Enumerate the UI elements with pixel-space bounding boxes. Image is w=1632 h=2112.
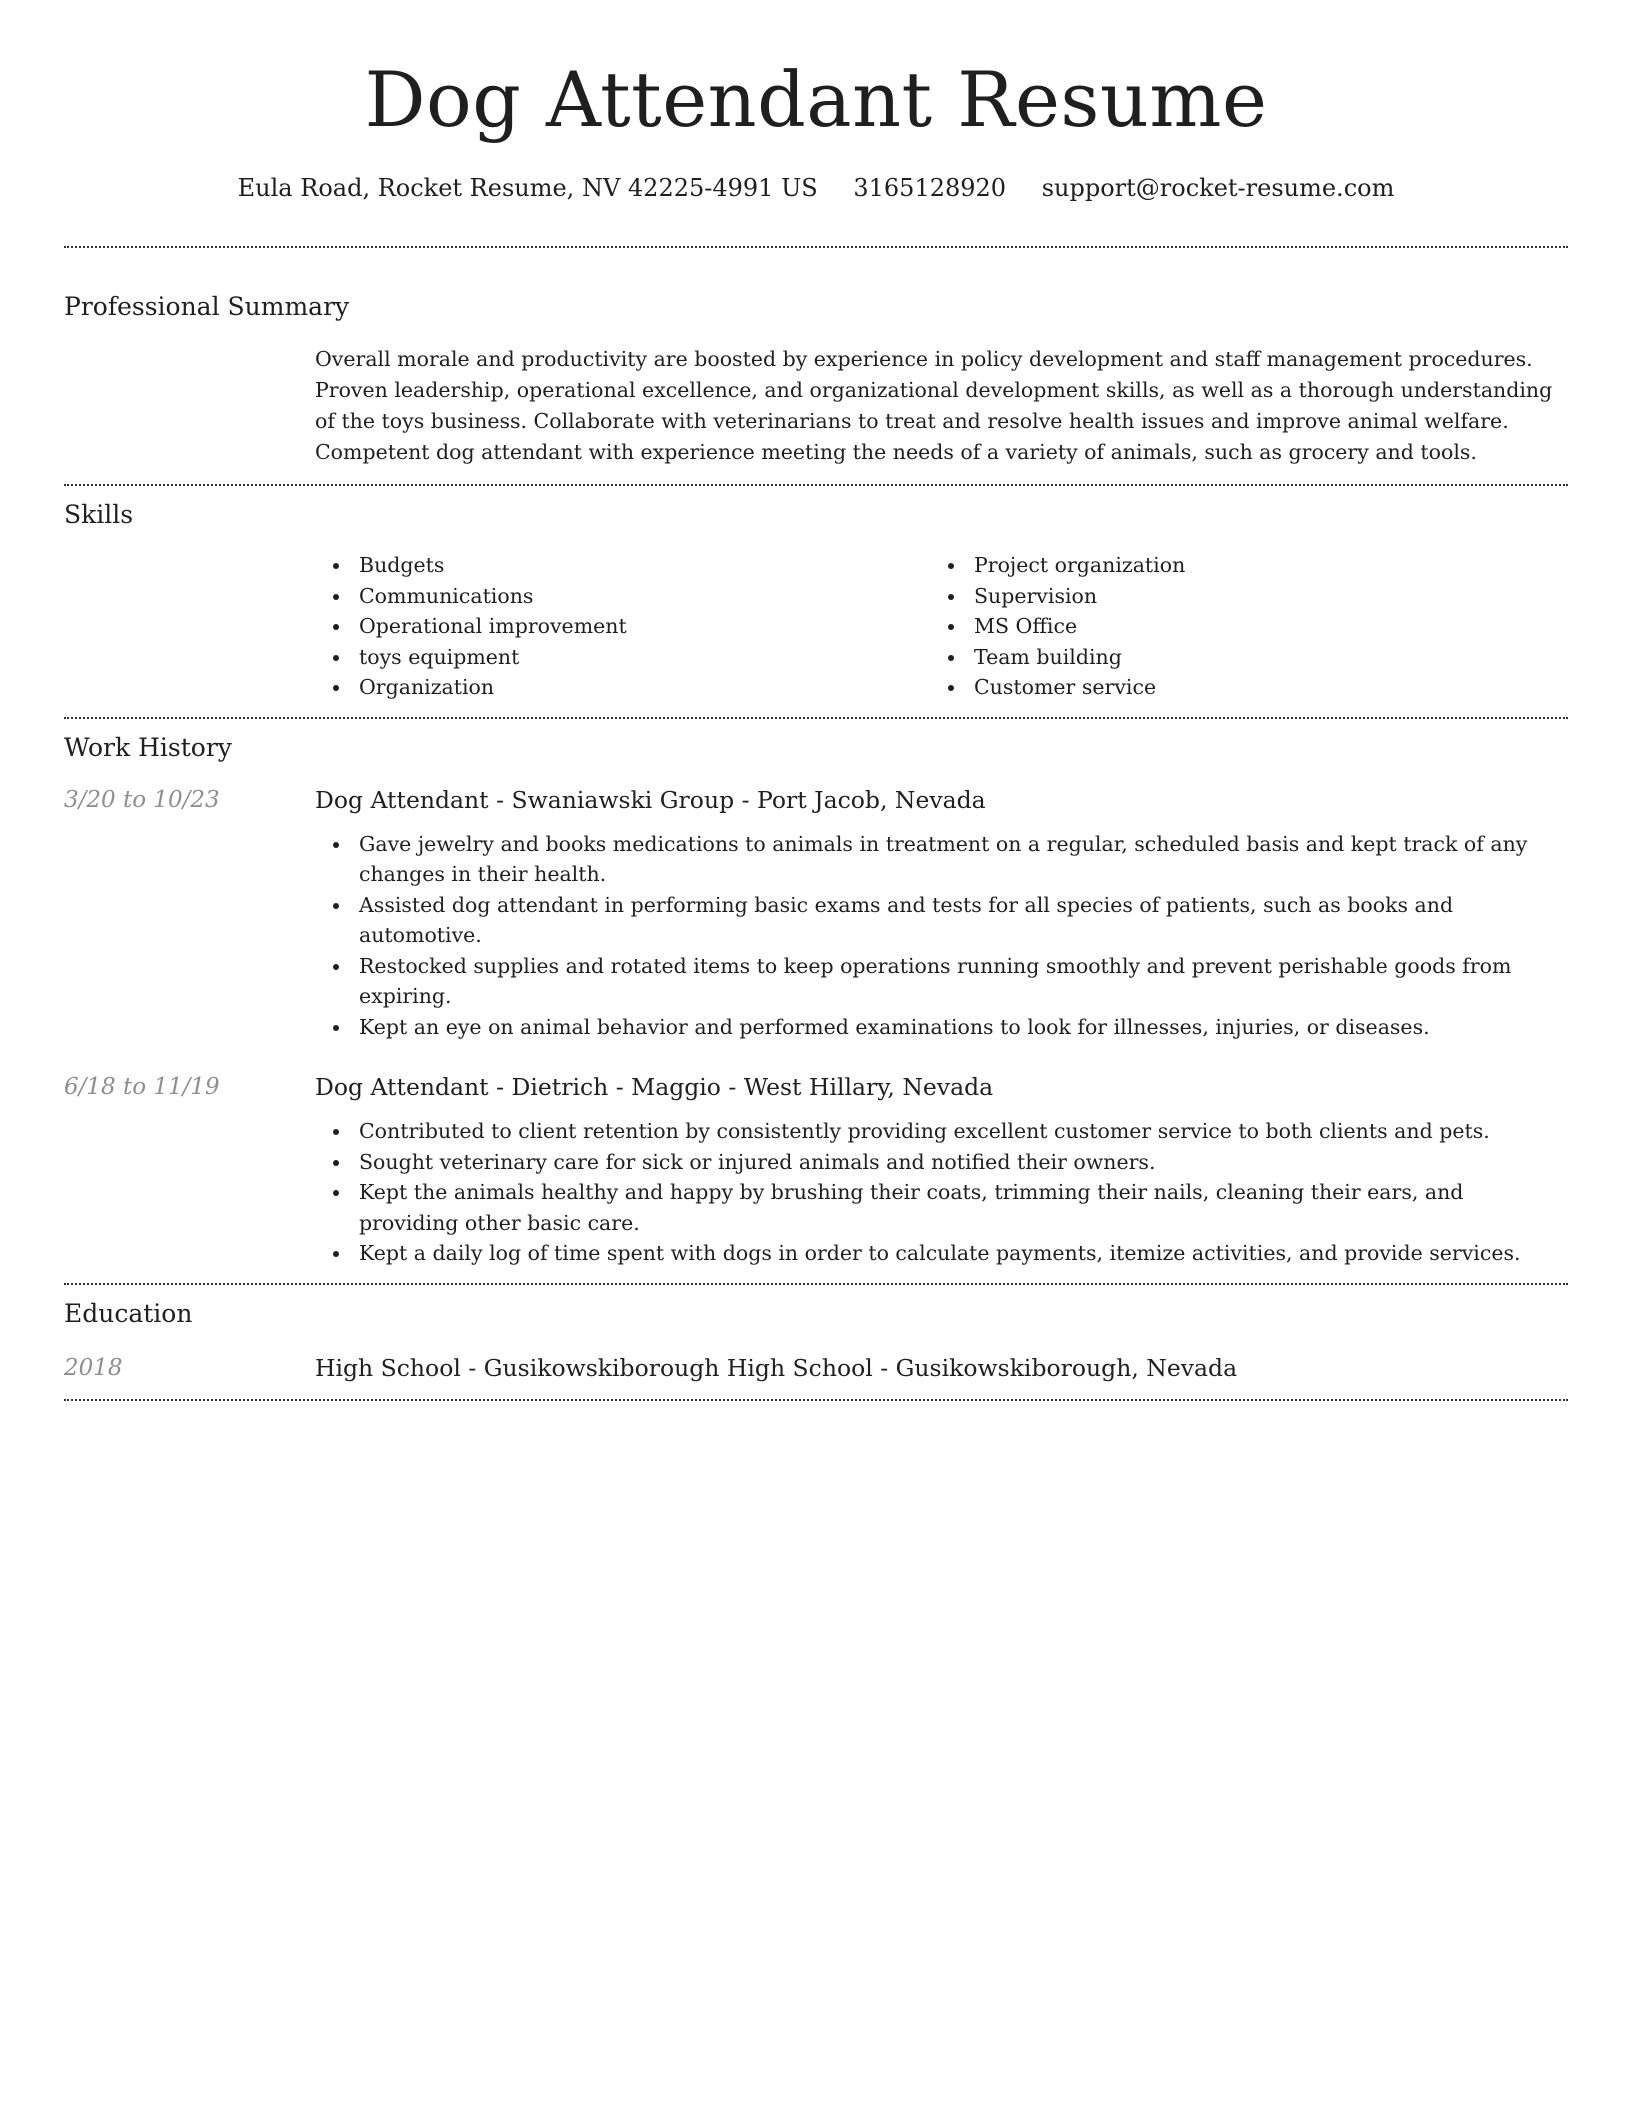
work-history-section [64, 731, 1568, 1283]
skill-item: MS Office [930, 611, 1545, 642]
contact-info [64, 170, 1568, 206]
section-title-work: Work History [64, 732, 232, 762]
job-heading: Dog Attendant - Dietrich - Maggio - West Hillary, Nevada [315, 1073, 994, 1101]
job-bullet: Kept a daily log of time spent with dogs in order to calculate payments, itemize activities, and provide services. [315, 1238, 1568, 1269]
skill-item: Customer service [930, 672, 1545, 703]
section-divider [64, 717, 1568, 719]
job-bullet: Kept an eye on animal behavior and performed examinations to look for illnesses, injuries, or diseases. [315, 1012, 1568, 1043]
skill-item: Communications [315, 581, 930, 612]
professional-summary-section [64, 290, 1568, 484]
job-heading: Dog Attendant - Swaniawski Group - Port Jacob, Nevada [315, 785, 986, 814]
skill-item: toys equipment [315, 642, 930, 673]
skills-column-left [315, 550, 930, 703]
resume-title: Dog Attendant Resume [364, 55, 1268, 144]
summary-text: Overall morale and productivity are boosted by experience in policy development and staff management procedures. Proven leadership, operational excellence, and organizational development skills, as well as a thorough understanding of the toys business. Collaborate with veterinarians to treat and resolve health issues and improve animal welfare. Competent dog attendant with experience meeting the needs of a variety of animals, such as grocery and tools. [315, 347, 1553, 464]
contact-phone: 3165128920 [853, 174, 1007, 202]
education-section [64, 1297, 1568, 1399]
section-divider [64, 1283, 1568, 1285]
section-title-skills: Skills [64, 500, 134, 529]
job-entry [64, 783, 1568, 1043]
job-date: 3/20 to 10/23 [64, 786, 220, 813]
job-bullet: Contributed to client retention by consistently providing excellent customer service to both clients and pets. [315, 1116, 1568, 1147]
education-entry [64, 1351, 1568, 1399]
job-bullet: Sought veterinary care for sick or injured animals and notified their owners. [315, 1147, 1568, 1178]
skills-column-right [930, 550, 1545, 703]
skill-item: Operational improvement [315, 611, 930, 642]
skill-item: Budgets [315, 550, 930, 581]
contact-address: Eula Road, Rocket Resume, NV 42225-4991 US [237, 174, 818, 202]
skill-item: Project organization [930, 550, 1545, 581]
section-divider [64, 484, 1568, 486]
job-bullet: Gave jewelry and books medications to animals in treatment on a regular, scheduled basis and kept track of any changes in their health. [315, 829, 1568, 890]
section-title-education: Education [64, 1298, 193, 1328]
job-bullet: Assisted dog attendant in performing basic exams and tests for all species of patients, such as books and automotive. [315, 890, 1568, 951]
job-date: 6/18 to 11/19 [64, 1074, 220, 1100]
skill-item: Organization [315, 672, 930, 703]
section-title-summary: Professional Summary [64, 292, 350, 321]
education-heading: High School - Gusikowskiborough High School - Gusikowskiborough, Nevada [315, 1353, 1238, 1382]
skill-item: Supervision [930, 581, 1545, 612]
skills-section [64, 498, 1568, 717]
skills-list [315, 550, 1568, 717]
contact-email: support@rocket-resume.com [1041, 174, 1395, 202]
job-bullets [315, 1116, 1568, 1269]
education-date: 2018 [64, 1354, 123, 1381]
skill-item: Team building [930, 642, 1545, 673]
job-entry [64, 1070, 1568, 1269]
job-bullet: Kept the animals healthy and happy by brushing their coats, trimming their nails, cleaning their ears, and providing other basic care. [315, 1177, 1568, 1238]
section-divider [64, 1399, 1568, 1401]
section-divider [64, 246, 1568, 248]
job-bullets [315, 829, 1568, 1043]
job-bullet: Restocked supplies and rotated items to keep operations running smoothly and prevent perishable goods from expiring. [315, 951, 1568, 1012]
